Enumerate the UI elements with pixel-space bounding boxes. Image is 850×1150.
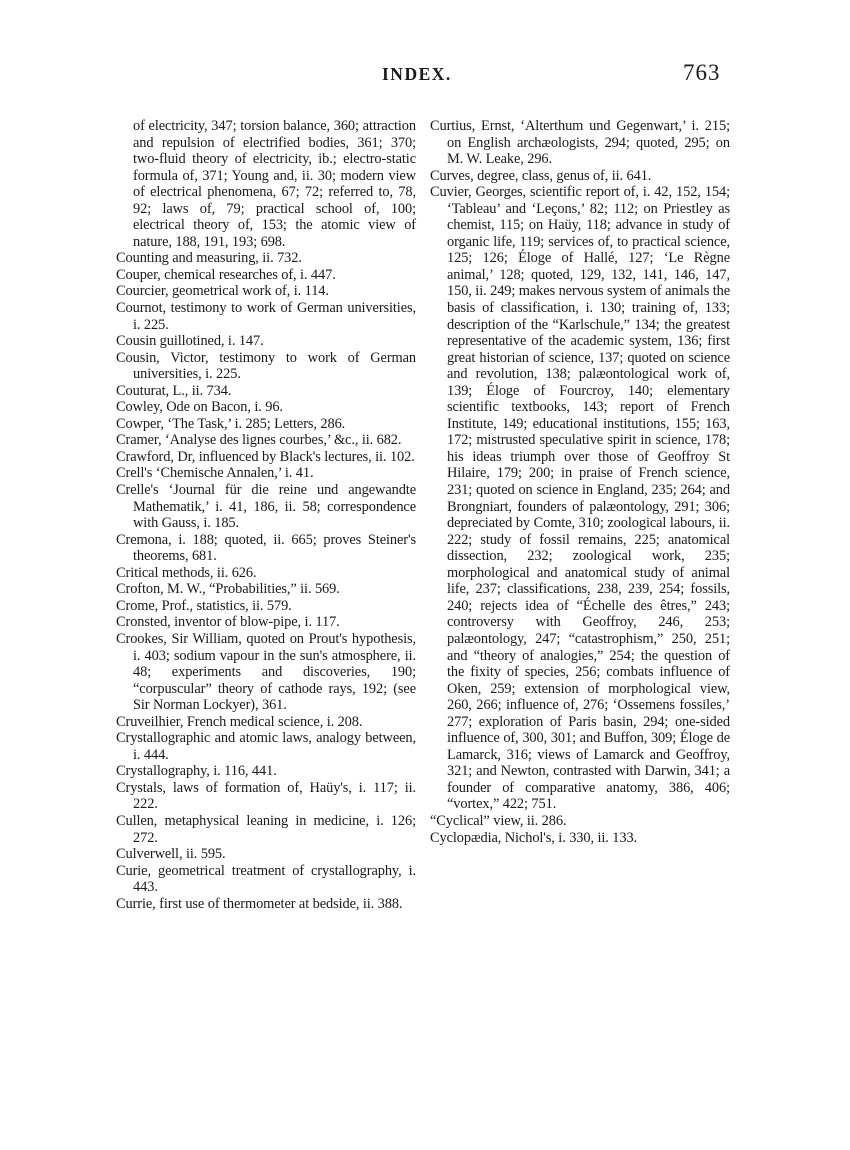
index-entry: Critical methods, ii. 626. bbox=[116, 564, 257, 581]
index-entry: Crystallography, i. 116, 441. bbox=[116, 763, 277, 780]
index-entry: Cowper, ‘The Task,’ i. 285; Letters, 286. bbox=[116, 415, 346, 432]
index-entry: Crell's ‘Chemische Annalen,’ i. 41. bbox=[116, 465, 314, 482]
index-entry: of electricity, 347; torsion balance, 360; attraction and repulsion of electrified bodies, 361; 370; two-fluid theory of electricity, ib.; electro-static formula of, 371; Young and, ii. 30; modern view of electrical phenomena, 67; 72; referred to, 78, 92; laws of, 79; practical school of, 100; electrical theory of, 153; the atomic view of nature, 188, 191, 193; 698. bbox=[133, 118, 416, 250]
index-entry: Cowley, Ode on Bacon, i. 96. bbox=[116, 399, 283, 416]
index-entry: Crystallographic and atomic laws, analogy between, i. 444. bbox=[116, 730, 416, 763]
index-entry: Crookes, Sir William, quoted on Prout's hypothesis, i. 403; sodium vapour in the sun's atmosphere, ii. 48; experiments and discoveries, 190; “corpuscular” theory of cathode rays, 192; (see Sir Norman Lockyer), 361. bbox=[116, 630, 416, 714]
index-entry: Crofton, M. W., “Probabilities,” ii. 569. bbox=[116, 581, 340, 598]
index-entry: Crawford, Dr, influenced by Black's lectures, ii. 102. bbox=[116, 448, 415, 465]
running-head: INDEX. bbox=[382, 64, 452, 84]
index-entry: Cyclopædia, Nichol's, i. 330, ii. 133. bbox=[430, 829, 638, 846]
index-entry: Couper, chemical researches of, i. 447. bbox=[116, 266, 336, 283]
index-entry: Curves, degree, class, genus of, ii. 641. bbox=[430, 167, 652, 184]
index-entry: Couturat, L., ii. 734. bbox=[116, 382, 232, 399]
index-entry: Cremona, i. 188; quoted, ii. 665; proves Steiner's theorems, 681. bbox=[116, 531, 416, 565]
index-column-right bbox=[430, 118, 730, 846]
index-entry: Cramer, ‘Analyse des lignes courbes,’ &c., ii. 682. bbox=[116, 432, 402, 449]
index-entry: Cournot, testimony to work of German universities, i. 225. bbox=[116, 300, 416, 333]
page-number: 763 bbox=[683, 60, 721, 85]
index-entry: Curtius, Ernst, ‘Alterthum und Gegenwart,’ i. 215; on English archæologists, 294; quoted, 295; on M. W. Leake, 296. bbox=[430, 118, 730, 168]
index-entry: Cuvier, Georges, scientific report of, i. 42, 152, 154; ‘Tableau’ and ‘Leçons,’ 82; 112; on Priestley as chemist, 115; on Haüy, 118; advance in study of organic life, 119; services of, to practical science, 125; 126; Éloge of Hallé, 127; ‘Le Règne animal,’ 128; quoted, 129, 132, 141, 146, 147, 150, ii. 249; makes nervous system of animals the basis of classification, i. 130; training of, 133; description of the “Karlschule,” 134; the greatest representative of the academic system, 136; first great historian of science, 137; quoted on science and revolution, 138; palæontological work of, 139; Éloge of Fourcroy, 140; elementary scientific textbooks, 143; report of French Institute, 149; educational institutions, 155; 163, 172; mistrusted speculative spirit in science, 178; his ideas triumph over those of Geoffroy St Hilaire, 179; 200; in praise of French science, 231; quoted on science in England, 235; 264; and Brongniart, founders of palæontology, 291; 306; depreciated by Comte, 310; zoological labours, ii. 222; study of fossil remains, 225; anatomical dissection, 232; zoological work, 235; morphological and anatomical study of animal life, 237; classifications, 238, 239, 254; fossils, 240; rejects idea of “Échelle des êtres,” 243; controversy with Geoffroy, 246, 253; palæontology, 247; “catastrophism,” 250, 251; and “theory of analogies,” 254; the question of the fixity of species, 256; combats influence of Oken, 259; extension of morphological view, 260, 266; influence of, 276; ‘Ossemens fossiles,’ 277; exploration of Paris basin, 294; one-sided influence of, 300, 301; and Buffon, 309; Éloge de Lamarck, 316; views of Lamarck and Geoffroy, 321; and Newton, contrasted with Darwin, 341; a founder of comparative anatomy, 386, 406; “vortex,” 422; 751. bbox=[430, 184, 730, 813]
index-column-left bbox=[116, 118, 416, 912]
index-entry: Courcier, geometrical work of, i. 114. bbox=[116, 283, 329, 300]
index-entry: Cronsted, inventor of blow-pipe, i. 117. bbox=[116, 614, 340, 631]
index-entry: Curie, geometrical treatment of crystallography, i. 443. bbox=[116, 862, 416, 896]
index-entry: Crelle's ‘Journal für die reine und angewandte Mathematik,’ i. 41, 186, ii. 58; correspondence with Gauss, i. 185. bbox=[116, 482, 416, 532]
index-entry: Cruveilhier, French medical science, i. 208. bbox=[116, 713, 363, 730]
index-entry: “Cyclical” view, ii. 286. bbox=[430, 812, 567, 829]
index-entry: Counting and measuring, ii. 732. bbox=[116, 250, 302, 267]
index-entry: Cousin, Victor, testimony to work of German universities, i. 225. bbox=[116, 349, 416, 383]
index-entry: Crome, Prof., statistics, ii. 579. bbox=[116, 597, 292, 614]
index-entry: Crystals, laws of formation of, Haüy's, i. 117; ii. 222. bbox=[116, 779, 416, 813]
index-entry: Culverwell, ii. 595. bbox=[116, 846, 226, 863]
index-entry: Cousin guillotined, i. 147. bbox=[116, 333, 264, 350]
index-entry: Currie, first use of thermometer at bedside, ii. 388. bbox=[116, 895, 403, 912]
index-entry: Cullen, metaphysical leaning in medicine, i. 126; 272. bbox=[116, 812, 416, 846]
